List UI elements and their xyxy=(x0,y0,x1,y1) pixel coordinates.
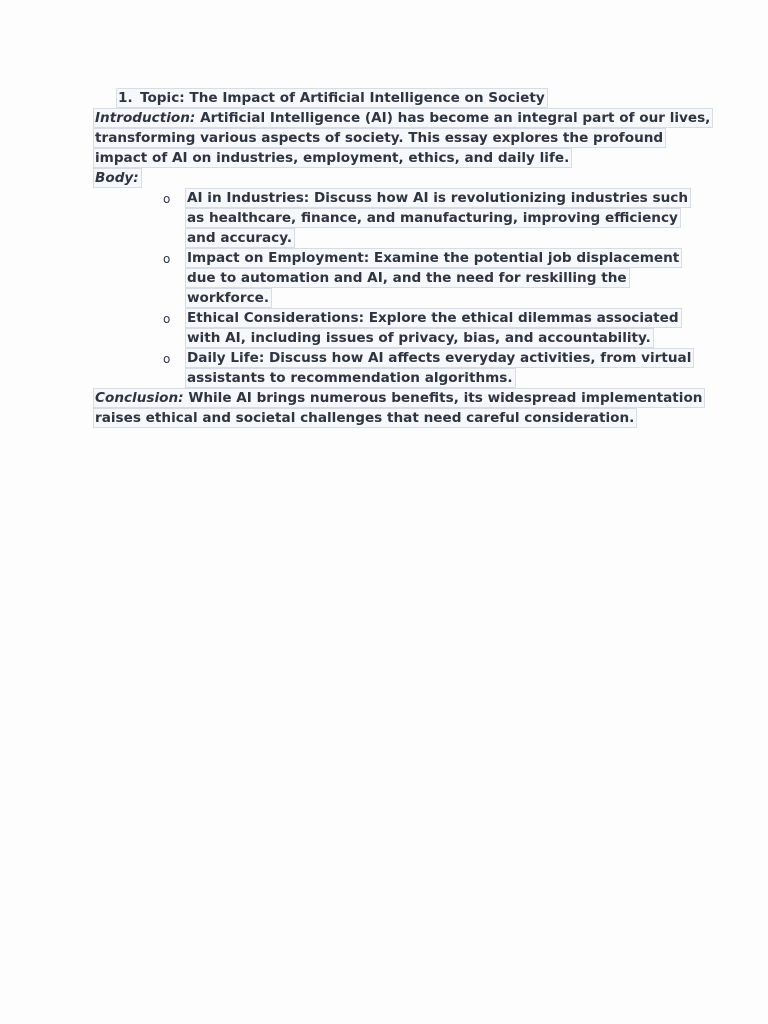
body-label-line xyxy=(93,168,142,188)
list-item-continuation xyxy=(185,268,630,288)
list-item-continuation xyxy=(185,368,516,388)
body-item-1-line-3: and accuracy. xyxy=(185,228,295,248)
list-item-continuation xyxy=(185,208,681,228)
body-item-4-line-2: assistants to recommendation algorithms. xyxy=(185,368,516,388)
conclusion-text-2: raises ethical and societal challenges that need careful consideration. xyxy=(93,408,637,428)
bullet-icon: o xyxy=(163,192,171,206)
conclusion-line-1 xyxy=(93,388,705,408)
introduction-text-1: Artificial Intelligence (AI) has become an integral part of our lives, xyxy=(195,110,711,126)
body-label: Body: xyxy=(93,168,142,188)
topic-text: Topic: The Impact of Artificial Intelligence on Society xyxy=(140,90,545,106)
introduction-highlight-1 xyxy=(93,108,713,128)
body-item-2-line-3: workforce. xyxy=(185,288,272,308)
conclusion-line-2 xyxy=(93,408,637,428)
body-item-3-line-1: Ethical Considerations: Explore the ethical dilemmas associated xyxy=(185,308,682,328)
body-item-2-line-1: Impact on Employment: Examine the potential job displacement xyxy=(185,248,682,268)
topic-highlight xyxy=(116,88,548,108)
bullet-icon: o xyxy=(163,312,171,326)
introduction-text-3: impact of AI on industries, employment, ethics, and daily life. xyxy=(93,148,572,168)
conclusion-label: Conclusion: xyxy=(95,390,184,406)
conclusion-highlight-1 xyxy=(93,388,705,408)
body-item-1-line-2: as healthcare, finance, and manufacturing, improving efficiency xyxy=(185,208,681,228)
introduction-line-2 xyxy=(93,128,666,148)
list-item-continuation xyxy=(185,288,272,308)
body-item-4-line-1: Daily Life: Discuss how AI affects everyday activities, from virtual xyxy=(185,348,694,368)
list-item xyxy=(185,188,691,208)
introduction-label: Introduction: xyxy=(95,110,196,126)
list-item xyxy=(185,248,682,268)
conclusion-text-1: While AI brings numerous benefits, its widespread implementation xyxy=(183,390,703,406)
introduction-line-3 xyxy=(93,148,572,168)
body-item-1-line-1: AI in Industries: Discuss how AI is revolutionizing industries such xyxy=(185,188,691,208)
body-item-2-line-2: due to automation and AI, and the need for reskilling the xyxy=(185,268,630,288)
bullet-icon: o xyxy=(163,252,171,266)
topic-heading xyxy=(116,88,548,108)
body-item-3-line-2: with AI, including issues of privacy, bias, and accountability. xyxy=(185,328,654,348)
list-item-continuation xyxy=(185,328,654,348)
bullet-icon: o xyxy=(163,352,171,366)
list-item xyxy=(185,308,682,328)
introduction-text-2: transforming various aspects of society. This essay explores the profound xyxy=(93,128,666,148)
topic-number: 1. xyxy=(118,90,133,106)
introduction-line-1 xyxy=(93,108,713,128)
list-item-continuation xyxy=(185,228,295,248)
list-item xyxy=(185,348,694,368)
